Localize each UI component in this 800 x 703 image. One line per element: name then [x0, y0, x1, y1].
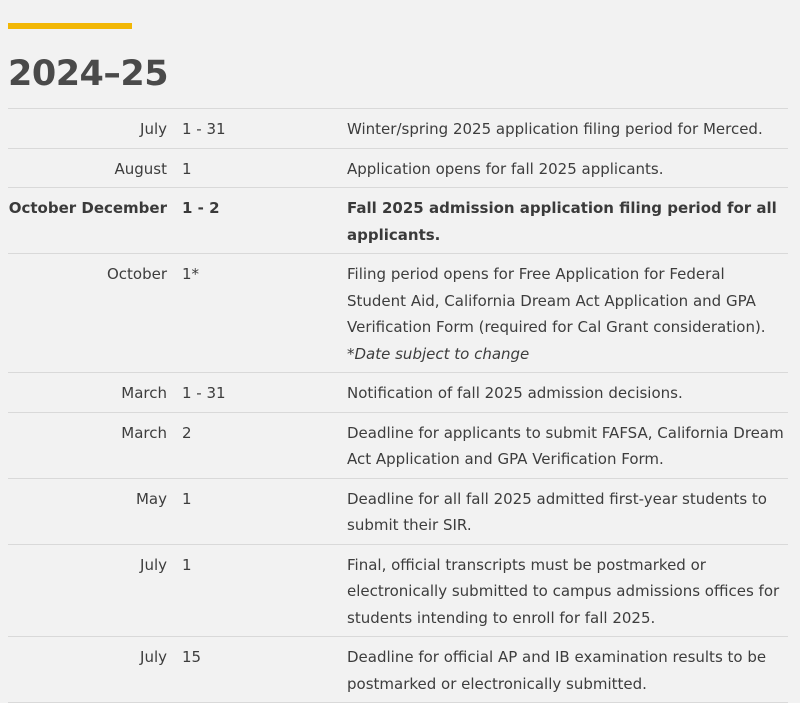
month-cell: July: [8, 637, 182, 703]
day-cell: 1: [182, 148, 322, 188]
day-cell: 15: [182, 637, 322, 703]
day-cell: 1*: [182, 254, 322, 373]
day-cell: 1 - 31: [182, 109, 322, 149]
description-cell: Deadline for all fall 2025 admitted first-year students to submit their SIR.: [322, 478, 788, 544]
month-cell: October: [8, 254, 182, 373]
table-row: [8, 109, 788, 149]
day-cell: 1: [182, 478, 322, 544]
month-cell: July: [8, 544, 182, 637]
month-cell: July: [8, 109, 182, 149]
page-title: 2024–25: [8, 54, 169, 94]
table-row: [8, 478, 788, 544]
table-row: [8, 254, 788, 373]
title-accent-bar: [8, 23, 132, 29]
month-cell: March: [8, 373, 182, 413]
table-row: [8, 412, 788, 478]
date-change-note: *Date subject to change: [347, 344, 530, 363]
day-cell: 1 - 31: [182, 373, 322, 413]
month-cell: March: [8, 412, 182, 478]
admission-calendar-table: [8, 108, 788, 703]
table-row: [8, 544, 788, 637]
description-cell: Application opens for fall 2025 applicants.: [322, 148, 788, 188]
table-row: [8, 637, 788, 703]
day-cell: 1 - 2: [182, 188, 322, 254]
description-cell: Winter/spring 2025 application filing period for Merced.: [322, 109, 788, 149]
month-cell: October December: [8, 188, 182, 254]
description-cell: Final, official transcripts must be postmarked or electronically submitted to campus admissions offices for students intending to enroll for fall 2025.: [322, 544, 788, 637]
description-cell: [322, 254, 788, 373]
day-cell: 1: [182, 544, 322, 637]
table-row: [8, 148, 788, 188]
day-cell: 2: [182, 412, 322, 478]
table-row: [8, 373, 788, 413]
table-row-highlighted: [8, 188, 788, 254]
month-cell: August: [8, 148, 182, 188]
description-cell: Deadline for official AP and IB examination results to be postmarked or electronically submitted.: [322, 637, 788, 703]
description-cell: Notification of fall 2025 admission decisions.: [322, 373, 788, 413]
description-text: Filing period opens for Free Application for Federal Student Aid, California Dream Act Application and GPA Verification Form (required for Cal Grant consideration).: [347, 265, 766, 336]
description-cell: Deadline for applicants to submit FAFSA, California Dream Act Application and GPA Verification Form.: [322, 412, 788, 478]
month-cell: May: [8, 478, 182, 544]
description-cell: Fall 2025 admission application filing period for all applicants.: [322, 188, 788, 254]
